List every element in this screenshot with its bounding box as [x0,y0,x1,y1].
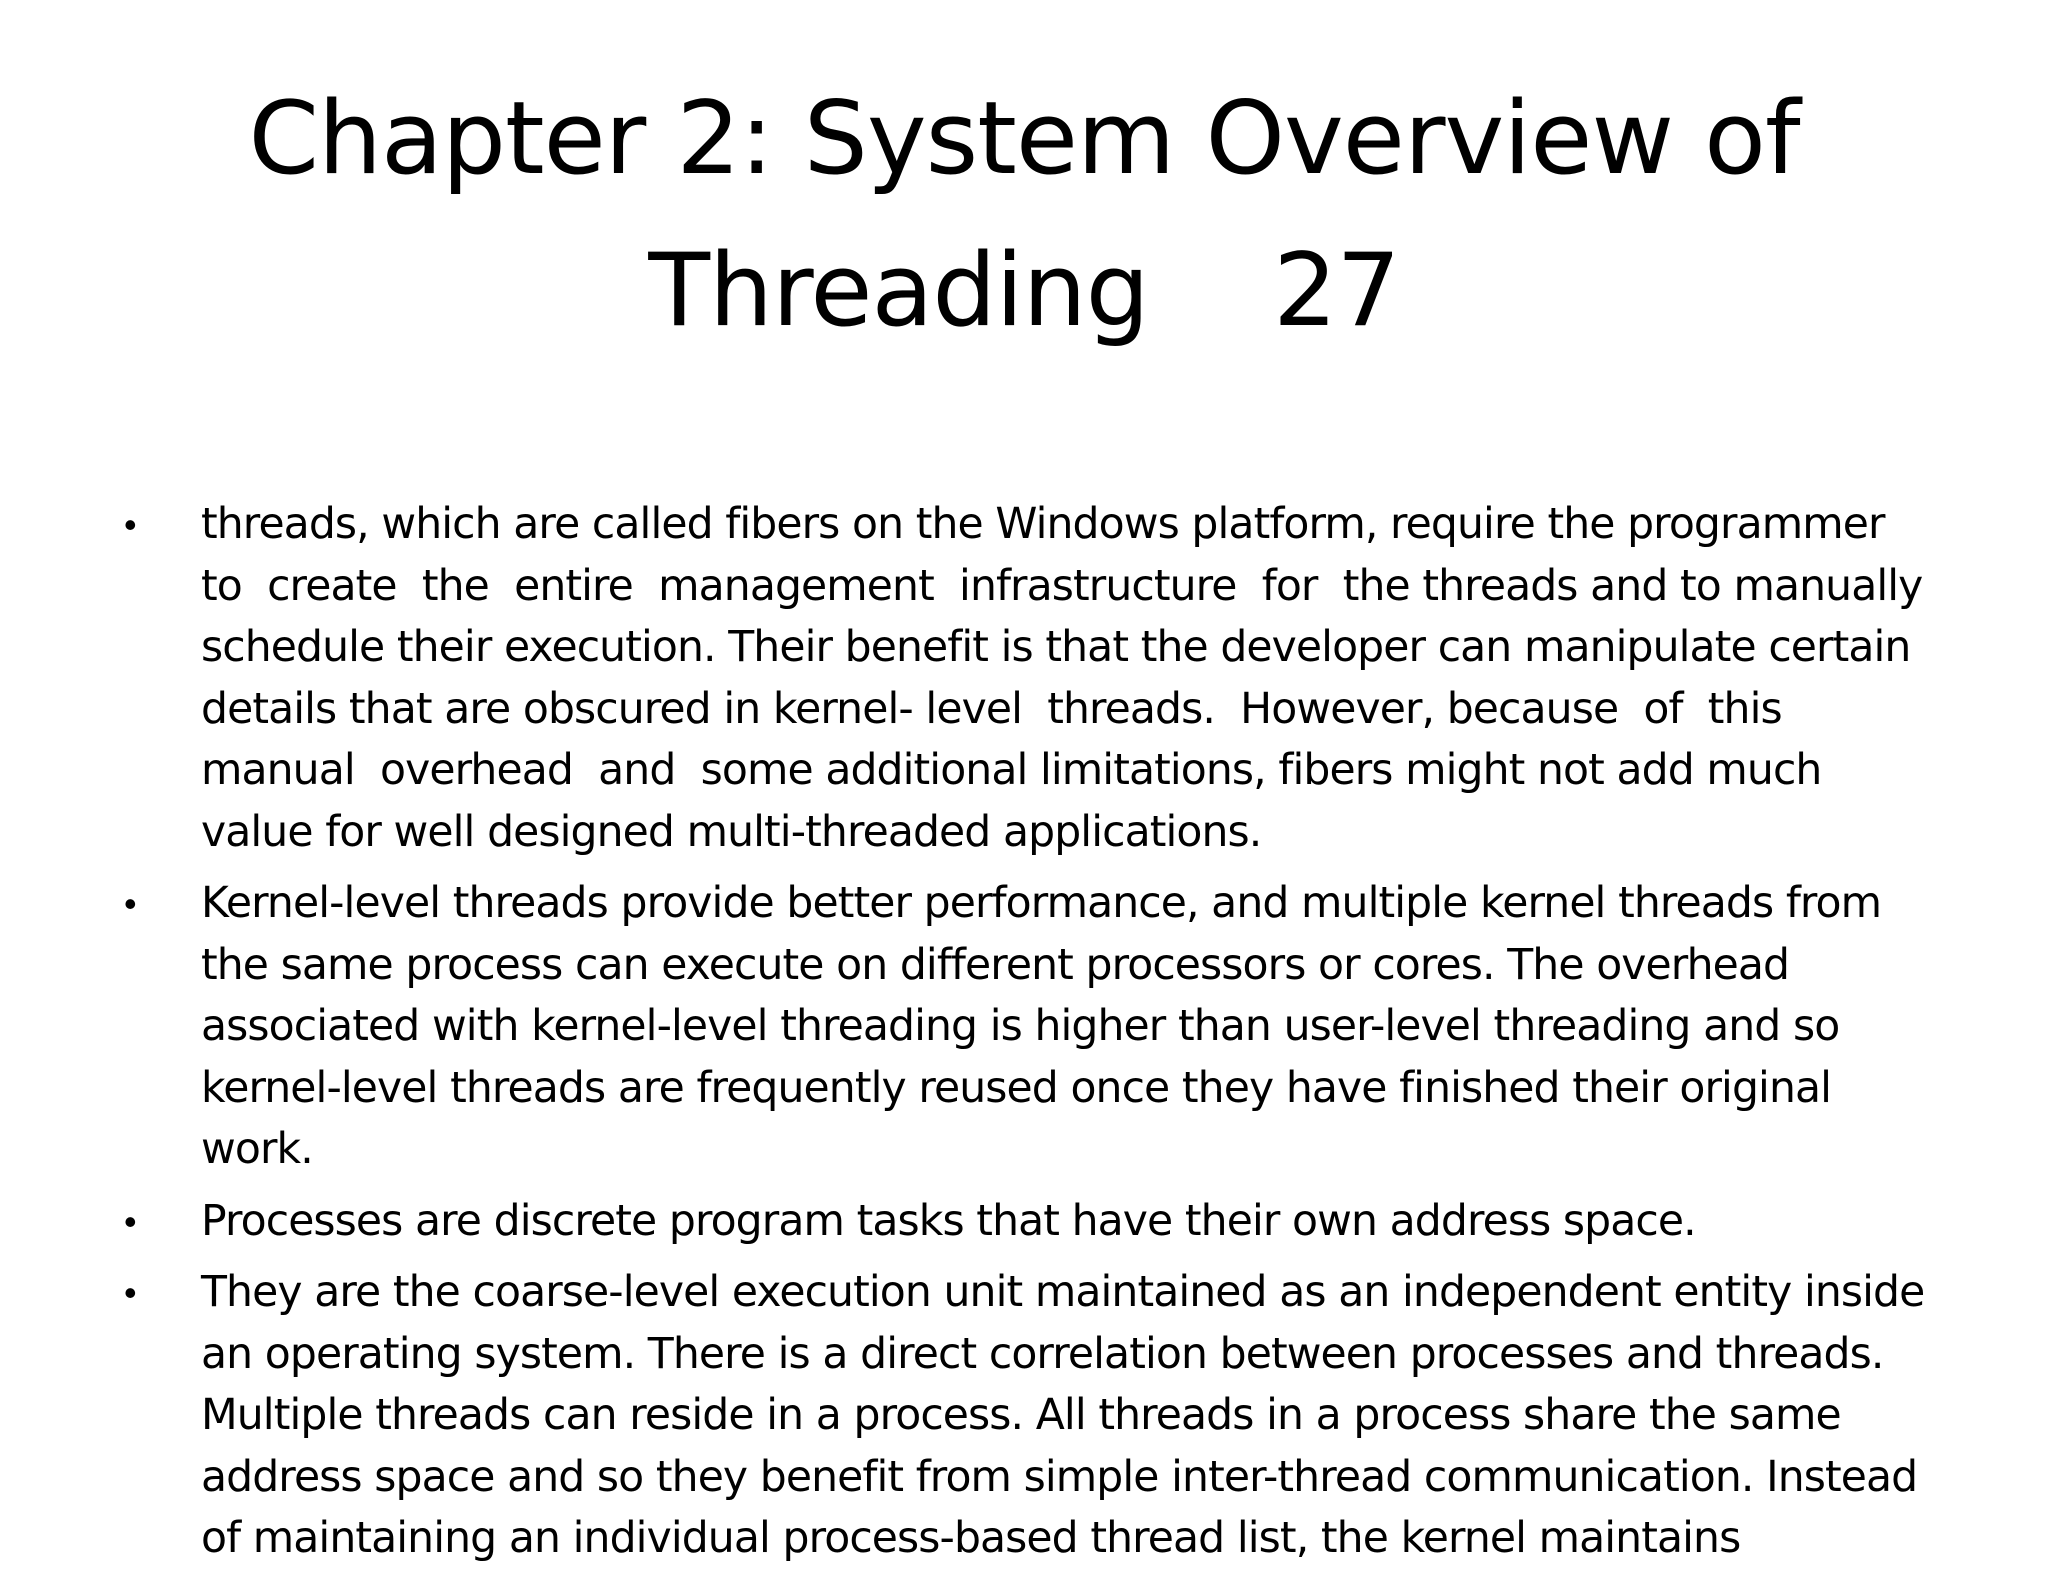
bullet-dot-icon: • [124,504,136,545]
slide-title: Chapter 2: System Overview of Threading 27 [248,79,1831,349]
bullet-text: Processes are discrete program tasks that have their own address space. [201,1196,1696,1246]
bullet-text: Kernel-level threads provide better performance, and multiple kernel threads from the same process can execute on different processors or cores. The overhead associated with kernel-level threading is higher than user-level threading and so kernel-level threads are frequently reused once they have finished their original work. [201,879,1894,1174]
bullet-text: threads, which are called fibers on the Windows platform, require the programmer to create the entire management infrastructure for the threads and to manually schedule their execution. Their benefit is that the developer can manipulate certain details that are obscured in kernel- level threads. However, because of this manual overhead and some additional limitations, fibers might not add much value for well designed multi-threaded applications. [201,500,1936,857]
bullet-item [124,1262,1937,1570]
bullet-list [124,494,1937,1580]
bullet-item [124,873,1934,1181]
bullet-item [124,1191,1934,1253]
bullet-text: They are the coarse-level execution unit maintained as an independent entity inside an operating system. There is a direct correlation between processes and threads. Multiple threads can reside in a process. All threads in a process share the same address space and so they benefit from simple inter-thread communication. Instead of maintaining an individual process-based thread list, the kernel maintains [201,1268,1937,1563]
bullet-dot-icon: • [124,1272,136,1313]
bullet-dot-icon: • [124,1200,136,1242]
bullet-dot-icon: • [124,883,136,924]
bullet-item [124,494,1934,863]
